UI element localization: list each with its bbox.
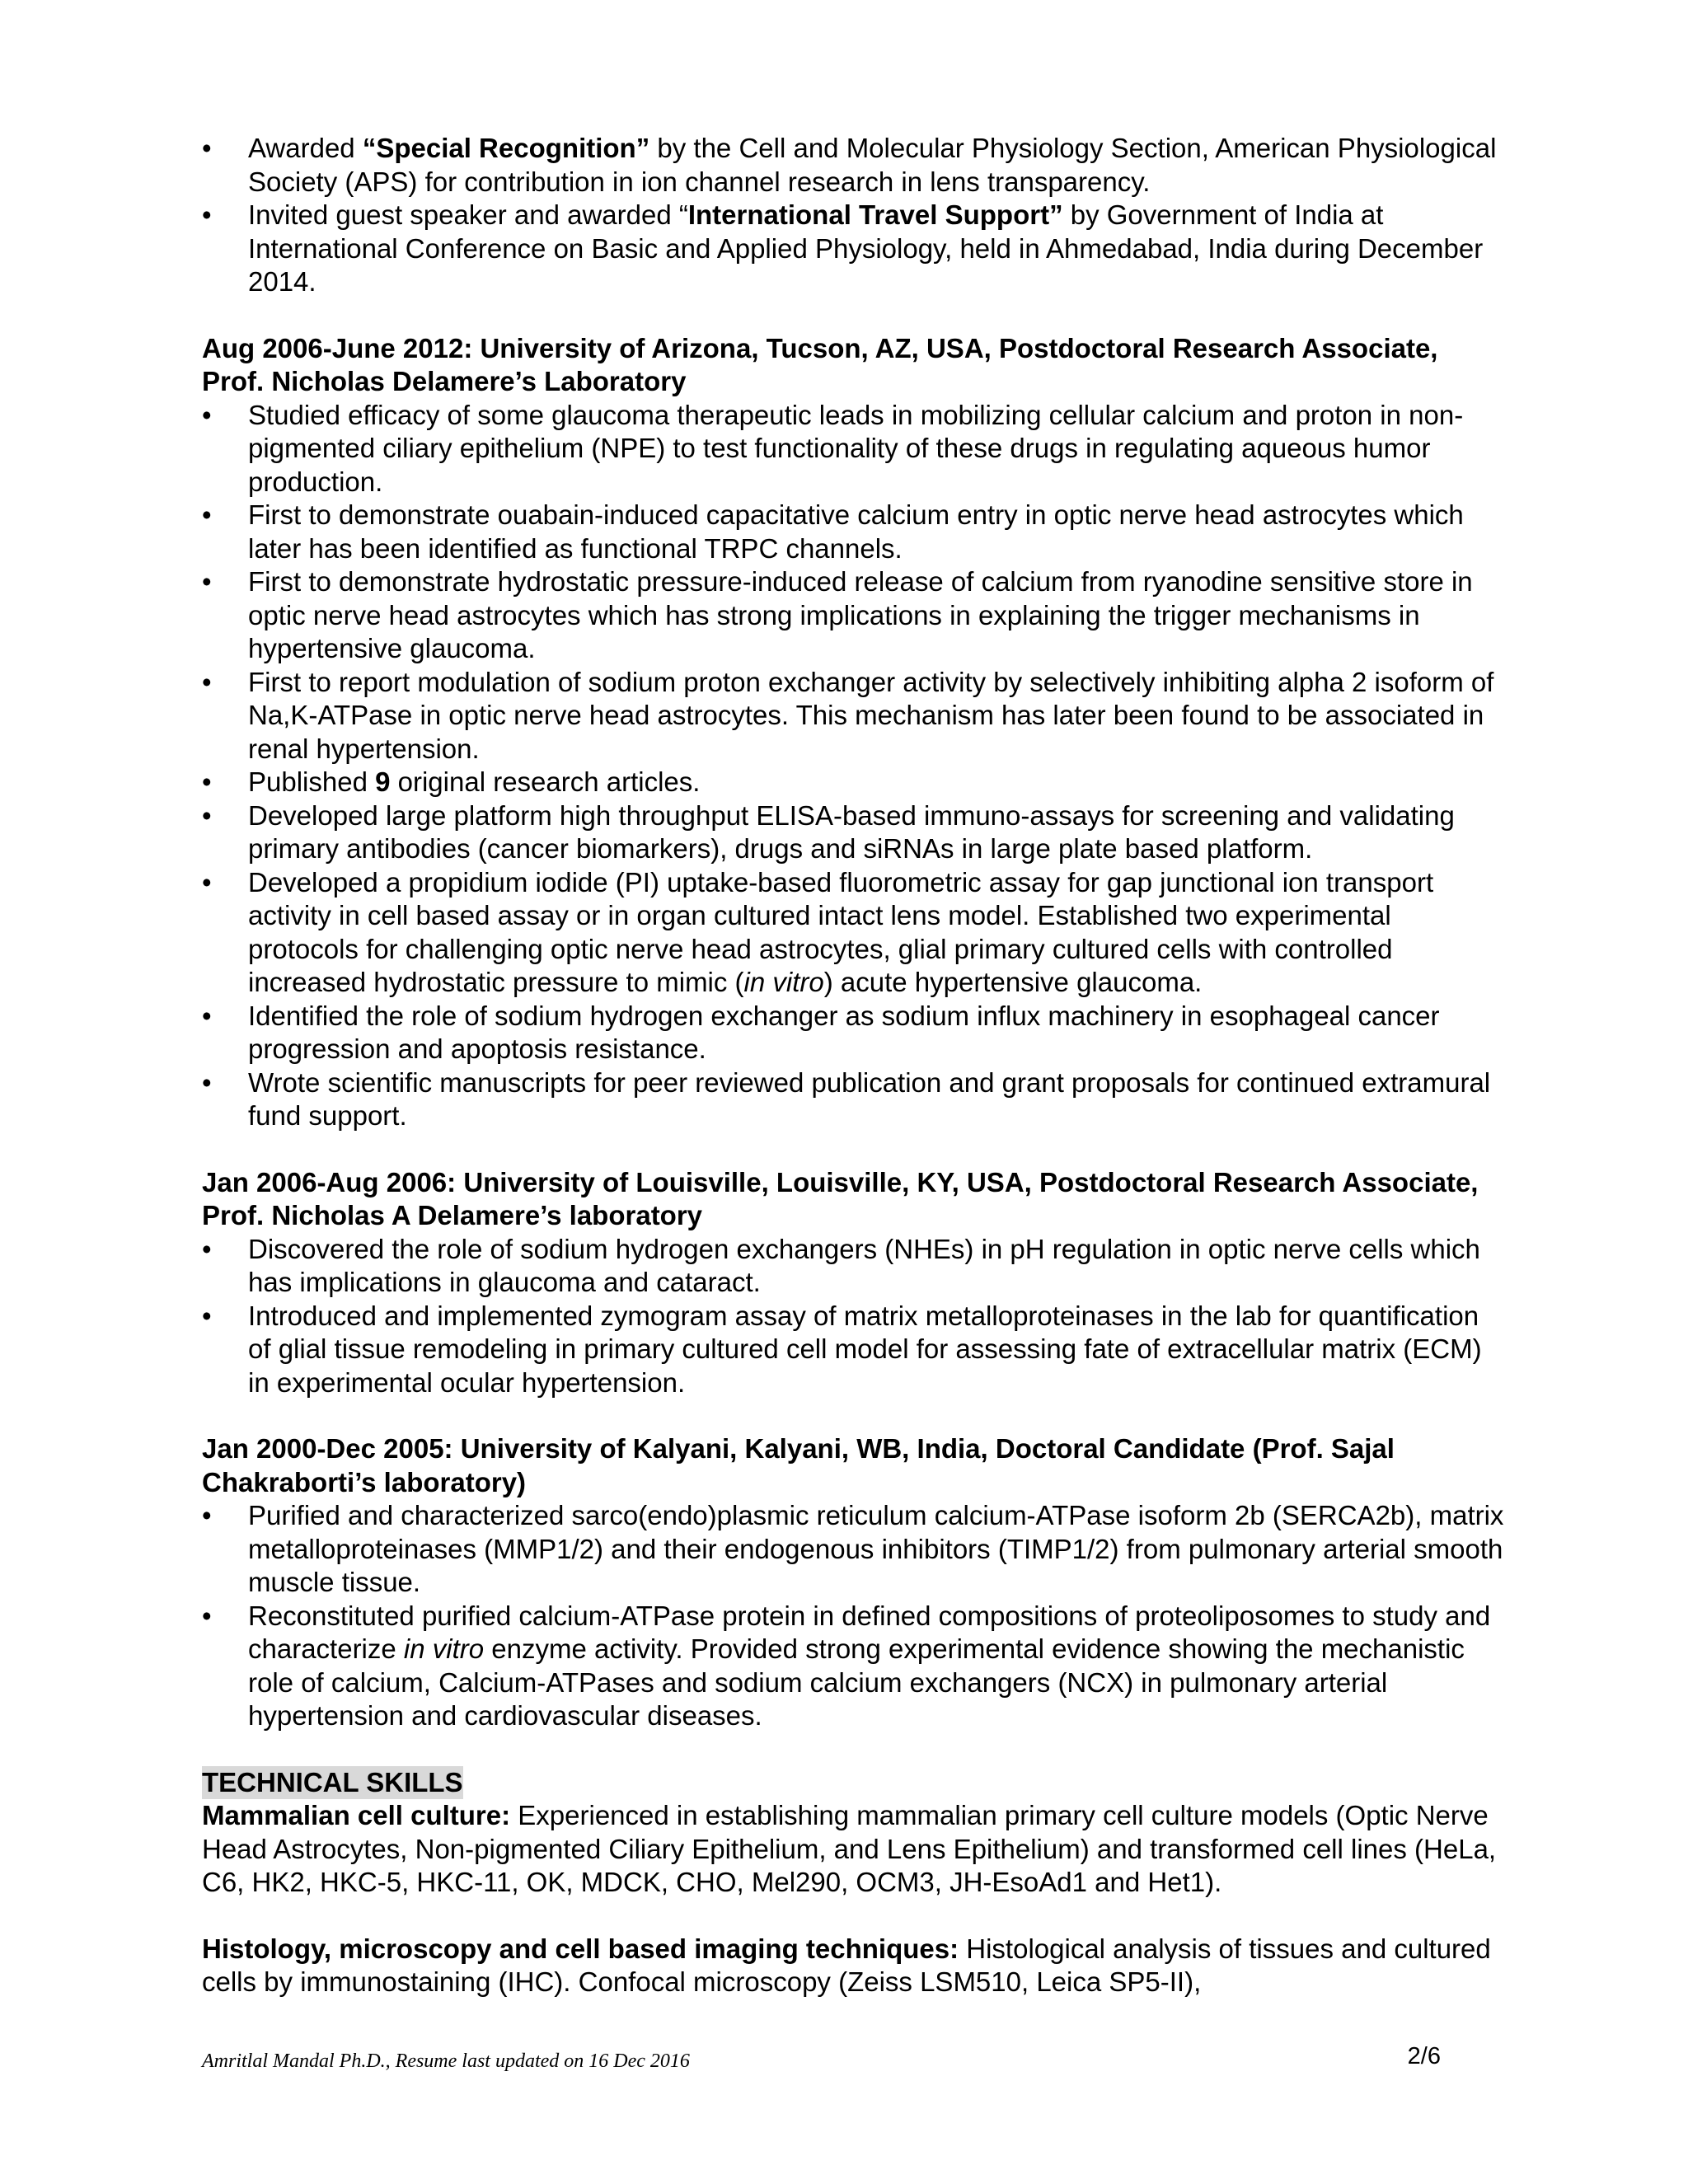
list-item: • Awarded “Special Recognition” by the Cell and Molecular Physiology Section, American Physiological Society (APS) for contribution in ion channel research in lens transparency. xyxy=(202,132,1504,199)
list-item: • Developed a propidium iodide (PI) uptake-based fluorometric assay for gap junctional ion transport activity in cell based assay or in organ cultured intact lens model. Established two experimental protocols for challenging optic nerve head astrocytes, glial primary cultured cells with controlled increased hydrostatic pressure to mimic (in vitro) acute hypertensive glaucoma. xyxy=(202,866,1504,1000)
section-heading: Jan 2000-Dec 2005: University of Kalyani, Kalyani, WB, India, Doctoral Candidate (Prof. Sajal Chakraborti’s laboratory) xyxy=(202,1433,1395,1497)
list-item: • Developed large platform high throughput ELISA-based immuno-assays for screening and validating primary antibodies (cancer biomarkers), drugs and siRNAs in large plate based platform. xyxy=(202,799,1504,866)
section-kalyani xyxy=(202,1432,1504,1733)
section-technical-skills xyxy=(202,1766,1504,1999)
list-item: • Reconstituted purified calcium-ATPase protein in defined compositions of proteoliposomes to study and characterize in vitro enzyme activity. Provided strong experimental evidence showing the mechanistic role of calcium, Calcium-ATPases and sodium calcium exchangers (NCX) in pulmonary arterial hypertension and cardiovascular diseases. xyxy=(202,1600,1504,1733)
award-name: “Special Recognition” xyxy=(362,133,650,163)
list-item: • First to demonstrate ouabain-induced capacitative calcium entry in optic nerve head astrocytes which later has been identified as functional TRPC channels. xyxy=(202,499,1504,565)
list-item: • First to demonstrate hydrostatic pressure-induced release of calcium from ryanodine sensitive store in optic nerve head astrocytes which has strong implications in explaining the trigger mechanisms in hypertensive glaucoma. xyxy=(202,565,1504,666)
list-item: • Wrote scientific manuscripts for peer reviewed publication and grant proposals for continued extramural fund support. xyxy=(202,1066,1504,1133)
bullet-list xyxy=(202,1233,1504,1400)
list-item: • Purified and characterized sarco(endo)plasmic reticulum calcium-ATPase isoform 2b (SERCA2b), matrix metalloproteinases (MMP1/2) and their endogenous inhibitors (TIMP1/2) from pulmonary arterial smooth muscle tissue. xyxy=(202,1499,1504,1600)
section-louisville xyxy=(202,1166,1504,1400)
awards-list xyxy=(202,132,1504,299)
section-heading: Jan 2006-Aug 2006: University of Louisville, Louisville, KY, USA, Postdoctoral Research Associate, Prof. Nicholas A Delamere’s laboratory xyxy=(202,1166,1479,1230)
award-name: International Travel Support” xyxy=(687,199,1063,230)
list-item: • Published 9 original research articles. xyxy=(202,766,1504,799)
page-content xyxy=(202,132,1504,1999)
section-title: TECHNICAL SKILLS xyxy=(202,1766,463,1800)
list-item: • Identified the role of sodium hydrogen exchanger as sodium influx machinery in esophageal cancer progression and apoptosis resistance. xyxy=(202,1000,1504,1066)
list-item: • First to report modulation of sodium proton exchanger activity by selectively inhibiting alpha 2 isoform of Na,K-ATPase in optic nerve head astrocytes. This mechanism has later been found to be associated in renal hypertension. xyxy=(202,666,1504,766)
list-item: • Invited guest speaker and awarded “International Travel Support” by Government of India at International Conference on Basic and Applied Physiology, held in Ahmedabad, India during December 2014. xyxy=(202,199,1504,299)
page-footer xyxy=(202,2043,1441,2074)
bullet-list xyxy=(202,399,1504,1133)
footer-text: Amritlal Mandal Ph.D., Resume last updated on 16 Dec 2016 xyxy=(202,2050,690,2072)
skill-paragraph: Mammalian cell culture: Experienced in establishing mammalian primary cell culture models (Optic Nerve Head Astrocytes, Non-pigmented Ciliary Epithelium, and Lens Epithelium) and transformed cell lines (HeLa, C6, HK2, HKC-5, HKC-11, OK, MDCK, CHO, Mel290, OCM3, JH-EsoAd1 and Het1). xyxy=(202,1800,1497,1897)
section-heading: Aug 2006-June 2012: University of Arizona, Tucson, AZ, USA, Postdoctoral Research Associate, Prof. Nicholas Delamere’s Laboratory xyxy=(202,332,1438,396)
section-arizona xyxy=(202,332,1504,1133)
skill-label: Mammalian cell culture: xyxy=(202,1800,511,1830)
bullet-list xyxy=(202,1499,1504,1733)
skill-paragraph: Histology, microscopy and cell based imaging techniques: Histological analysis of tissues and cultured cells by immunostaining (IHC). Confocal microscopy (Zeiss LSM510, Leica SP5-II), xyxy=(202,1933,1491,1997)
list-item: • Introduced and implemented zymogram assay of matrix metalloproteinases in the lab for quantification of glial tissue remodeling in primary cultured cell model for assessing fate of extracellular matrix (ECM) in experimental ocular hypertension. xyxy=(202,1300,1504,1400)
page-number: 2/6 xyxy=(1407,2043,1441,2069)
list-item: • Studied efficacy of some glaucoma therapeutic leads in mobilizing cellular calcium and proton in non-pigmented ciliary epithelium (NPE) to test functionality of these drugs in regulating aqueous humor production. xyxy=(202,399,1504,499)
skill-label: Histology, microscopy and cell based imaging techniques: xyxy=(202,1933,959,1964)
list-item: • Discovered the role of sodium hydrogen exchangers (NHEs) in pH regulation in optic nerve cells which has implications in glaucoma and cataract. xyxy=(202,1233,1504,1300)
